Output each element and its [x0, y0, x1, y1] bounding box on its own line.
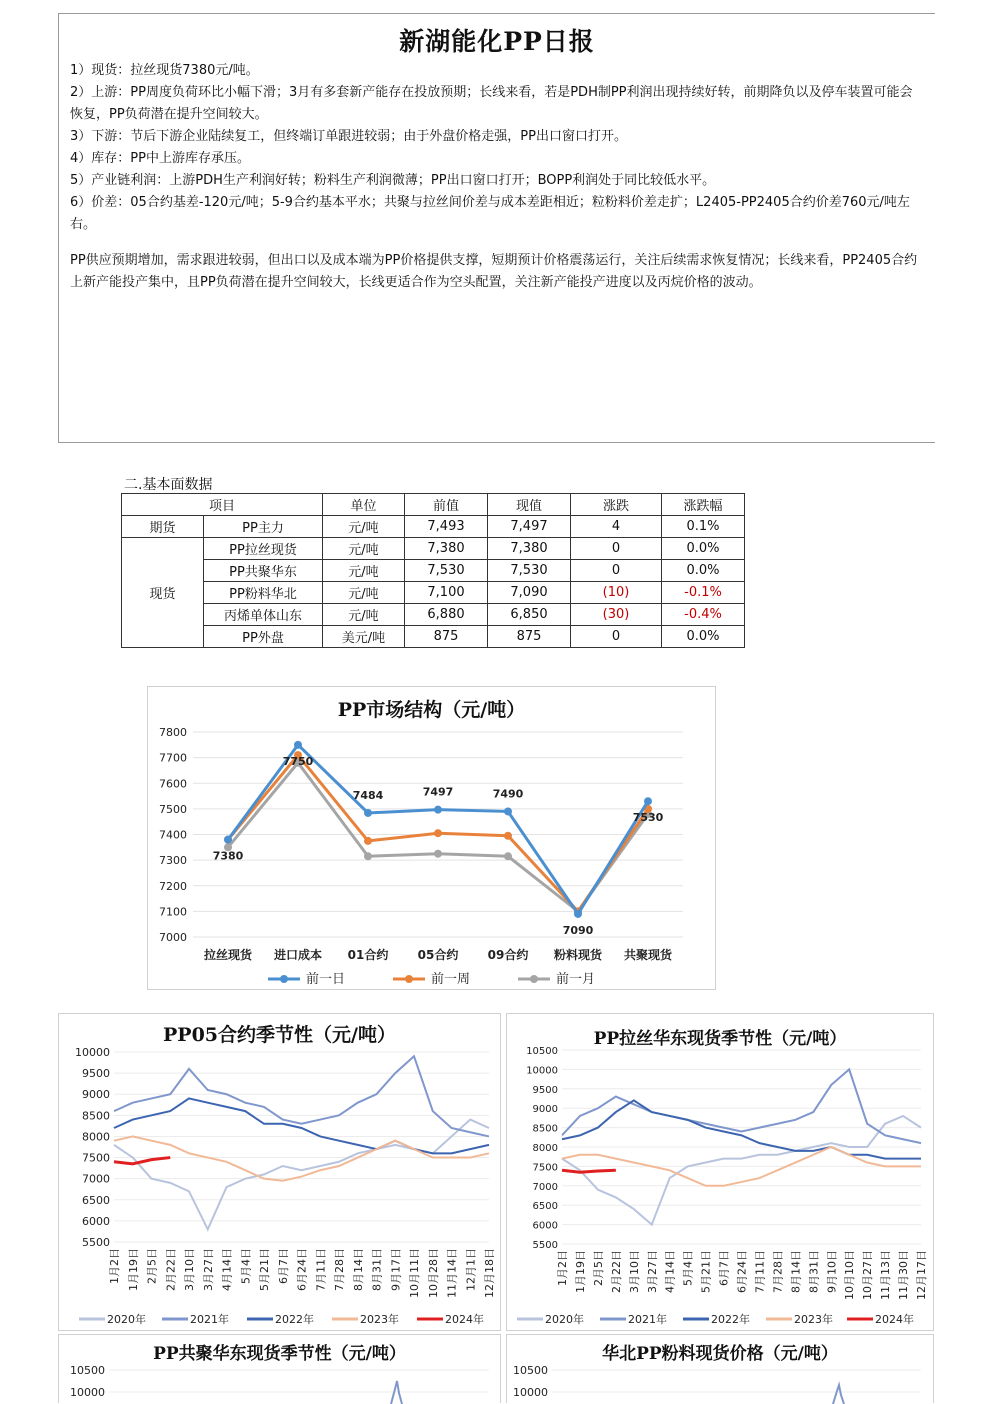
- x-tick-label: 11月13日: [879, 1250, 893, 1300]
- table-row: [122, 604, 745, 626]
- data-point: [434, 806, 442, 814]
- x-tick-label: 1月19日: [573, 1250, 587, 1293]
- unit-cell: 元/吨: [323, 538, 405, 560]
- prev-cell: 7,493: [405, 516, 488, 538]
- chart-title: PP05合约季节性（元/吨）: [163, 1024, 396, 1046]
- data-point: [364, 852, 372, 860]
- x-tick-label: 9月17日: [389, 1248, 403, 1291]
- daily-report-box: [58, 13, 935, 443]
- change-cell: 0: [571, 626, 662, 648]
- header-item: 项目: [122, 494, 323, 516]
- change-cell: 0: [571, 538, 662, 560]
- y-tick-label: 9500: [532, 1084, 558, 1096]
- x-tick-label: 6月7日: [276, 1248, 290, 1284]
- report-line: 1）现货：拉丝现货7380元/吨。: [70, 63, 259, 78]
- change-pct-cell: 0.1%: [662, 516, 745, 538]
- data-point: [434, 850, 442, 858]
- prev-cell: 7,100: [405, 582, 488, 604]
- curr-cell: 7,090: [488, 582, 571, 604]
- data-point: [224, 836, 232, 844]
- data-point: [294, 741, 302, 749]
- legend-label: 2022年: [275, 1313, 314, 1326]
- unit-cell: 元/吨: [323, 582, 405, 604]
- y-tick-label: 10000: [526, 1065, 558, 1077]
- section-title: 二.基本面数据: [124, 477, 213, 493]
- curr-cell: 7,497: [488, 516, 571, 538]
- legend-label: 前一周: [431, 972, 471, 987]
- y-tick-label: 6000: [82, 1214, 110, 1228]
- y-tick-label: 9500: [82, 1067, 110, 1081]
- x-tick-label: 5月4日: [681, 1250, 695, 1286]
- y-tick-label: 7800: [159, 726, 187, 739]
- x-tick-label: 5月21日: [699, 1250, 713, 1293]
- x-tick-label: 2月5日: [591, 1250, 605, 1286]
- x-tick-label: 8月31日: [370, 1248, 384, 1291]
- x-tick-label: 3月27日: [201, 1248, 215, 1291]
- header-curr: 现值: [488, 494, 571, 516]
- item-cell: PP外盘: [204, 626, 323, 648]
- header-change-pct: 涨跌幅: [662, 494, 745, 516]
- y-tick-label: 6000: [532, 1220, 558, 1232]
- y-tick-label: 7700: [159, 751, 187, 765]
- y-tick-label: 7500: [532, 1162, 558, 1174]
- x-tick-label: 3月10日: [627, 1250, 641, 1293]
- change-pct-cell: 0.0%: [662, 560, 745, 582]
- x-tick-label: 10月11日: [408, 1248, 421, 1298]
- x-tick-label: 4月14日: [220, 1248, 234, 1291]
- x-tick-label: 6月7日: [717, 1250, 731, 1286]
- change-pct-cell: 0.0%: [662, 538, 745, 560]
- x-tick-label: 粉料现货: [553, 948, 603, 962]
- y-tick-label: 8500: [82, 1109, 110, 1123]
- y-tick-label: 6500: [82, 1193, 110, 1207]
- market-structure-svg: [148, 687, 717, 991]
- legend-label: 2022年: [711, 1313, 750, 1326]
- raffia-seasonal-chart: [506, 1013, 934, 1331]
- x-tick-label: 1月19日: [126, 1248, 140, 1291]
- x-tick-label: 11月14日: [445, 1248, 459, 1298]
- x-tick-label: 01合约: [347, 948, 389, 962]
- y-tick-label: 10000: [70, 1386, 105, 1399]
- table-row: [122, 582, 745, 604]
- pp05-seasonal-svg: [59, 1014, 502, 1332]
- x-tick-label: 7月11日: [314, 1248, 328, 1291]
- chart-title: 华北PP粉料现货价格（元/吨）: [602, 1344, 838, 1364]
- y-tick-label: 6500: [532, 1201, 558, 1213]
- data-point: [434, 829, 442, 837]
- change-pct-cell: 0.0%: [662, 626, 745, 648]
- powder-price-chart: [506, 1334, 934, 1403]
- item-cell: 丙烯单体山东: [204, 604, 323, 626]
- table-header-row: [122, 494, 745, 516]
- x-tick-label: 3月10日: [183, 1248, 196, 1291]
- group-label: 期货: [122, 516, 204, 538]
- copolymer-seasonal-svg: [59, 1335, 502, 1404]
- series-line: [114, 1056, 489, 1136]
- table-row: [122, 516, 745, 538]
- prev-cell: 7,380: [405, 538, 488, 560]
- prev-cell: 6,880: [405, 604, 488, 626]
- data-point: [574, 910, 582, 918]
- series-line: [833, 1385, 844, 1404]
- y-tick-label: 10500: [526, 1046, 558, 1057]
- change-cell: 4: [571, 516, 662, 538]
- table-row: [122, 538, 745, 560]
- data-label: 7484: [352, 788, 384, 802]
- y-tick-label: 8500: [532, 1123, 558, 1135]
- raffia-seasonal-svg: [507, 1014, 935, 1332]
- y-tick-label: 7500: [82, 1151, 110, 1165]
- x-tick-label: 9月10日: [825, 1250, 839, 1293]
- legend-label: 2020年: [107, 1313, 146, 1326]
- x-tick-label: 10月28日: [426, 1248, 440, 1298]
- chart-title: PP拉丝华东现货季节性（元/吨）: [593, 1029, 847, 1049]
- unit-cell: 元/吨: [323, 516, 405, 538]
- data-point: [364, 809, 372, 817]
- y-tick-label: 7400: [159, 828, 187, 842]
- item-cell: PP主力: [204, 516, 323, 538]
- data-label: 7380: [212, 849, 244, 863]
- legend-label: 2024年: [445, 1313, 484, 1326]
- x-tick-label: 12月17日: [915, 1250, 928, 1300]
- change-cell: (30): [571, 604, 662, 626]
- change-pct-cell: -0.4%: [662, 604, 745, 626]
- x-tick-label: 09合约: [487, 948, 529, 962]
- x-tick-label: 10月10日: [843, 1250, 857, 1300]
- x-tick-label: 7月28日: [333, 1248, 346, 1291]
- legend-label: 前一日: [306, 972, 346, 987]
- y-tick-label: 8000: [532, 1143, 558, 1154]
- x-tick-label: 7月28日: [771, 1250, 785, 1293]
- data-point: [644, 797, 652, 805]
- y-tick-label: 10000: [513, 1386, 548, 1399]
- change-cell: 0: [571, 560, 662, 582]
- data-point: [504, 807, 512, 815]
- x-tick-label: 12月18日: [483, 1248, 496, 1298]
- unit-cell: 元/吨: [323, 604, 405, 626]
- y-tick-label: 8000: [82, 1130, 110, 1144]
- legend-label: 2023年: [360, 1313, 399, 1326]
- y-tick-label: 7200: [159, 879, 187, 893]
- x-tick-label: 8月14日: [351, 1248, 365, 1291]
- report-line: 5）产业链利润：上游PDH生产利润好转；粉料生产利润微薄；PP出口窗口打开；BOPP利润处于同比较低水平。: [70, 173, 716, 188]
- x-tick-label: 拉丝现货: [203, 948, 253, 962]
- legend-marker: [280, 975, 288, 983]
- series-line: [114, 1158, 170, 1164]
- chart-title: PP共聚华东现货季节性（元/吨）: [153, 1344, 406, 1364]
- y-tick-label: 7300: [159, 854, 187, 868]
- report-line: 2）上游：PP周度负荷环比小幅下滑；3月有多套新产能存在投放预期；长线来看，若是PDH制PP利润出现持续好转，前期降负以及停车装置可能会恢复，PP负荷潜在提升空间较大。: [70, 85, 913, 122]
- y-tick-label: 9000: [532, 1104, 558, 1116]
- legend-label: 2023年: [794, 1313, 833, 1326]
- x-tick-label: 共聚现货: [623, 948, 673, 962]
- change-pct-cell: -0.1%: [662, 582, 745, 604]
- x-tick-label: 11月30日: [897, 1250, 911, 1300]
- x-tick-label: 7月11日: [753, 1250, 767, 1293]
- legend-marker: [530, 975, 538, 983]
- x-tick-label: 05合约: [417, 948, 459, 962]
- legend-label: 2021年: [190, 1313, 229, 1326]
- prev-cell: 7,530: [405, 560, 488, 582]
- unit-cell: 美元/吨: [323, 626, 405, 648]
- header-prev: 前值: [405, 494, 488, 516]
- x-tick-label: 2月22日: [609, 1250, 623, 1293]
- y-tick-label: 5500: [532, 1240, 558, 1251]
- y-tick-label: 7600: [159, 777, 187, 791]
- change-cell: (10): [571, 582, 662, 604]
- table-row: [122, 560, 745, 582]
- item-cell: PP共聚华东: [204, 560, 323, 582]
- data-point: [504, 852, 512, 860]
- y-tick-label: 10500: [513, 1364, 548, 1377]
- x-tick-label: 5月4日: [239, 1248, 253, 1284]
- report-title: 新湖能化PP日报: [399, 27, 595, 56]
- series-line: [562, 1170, 616, 1172]
- x-tick-label: 6月24日: [295, 1248, 309, 1291]
- curr-cell: 7,380: [488, 538, 571, 560]
- data-label: 7090: [562, 923, 594, 937]
- group-label: 现货: [122, 538, 204, 648]
- y-tick-label: 7100: [159, 905, 187, 919]
- y-tick-label: 7000: [82, 1172, 110, 1186]
- data-label: 7497: [422, 785, 454, 799]
- x-tick-label: 5月21日: [258, 1248, 271, 1291]
- x-tick-label: 1月2日: [556, 1250, 569, 1286]
- y-tick-label: 9000: [82, 1088, 110, 1102]
- x-tick-label: 12月1日: [464, 1248, 478, 1291]
- x-tick-label: 6月24日: [735, 1250, 749, 1293]
- y-tick-label: 7000: [532, 1181, 558, 1193]
- x-tick-label: 进口成本: [273, 948, 323, 962]
- y-tick-label: 5500: [82, 1236, 110, 1249]
- x-tick-label: 1月2日: [108, 1248, 121, 1284]
- report-line: 4）库存：PP中上游库存承压。: [70, 151, 250, 166]
- legend-marker: [405, 975, 413, 983]
- chart-title: PP市场结构（元/吨）: [337, 699, 526, 721]
- report-line: 6）价差：05合约基差-120元/吨；5-9合约基本平水；共聚与拉丝间价差与成本差距相近；粒粉料价差走扩；L2405-PP2405合约价差760元/吨左右。: [70, 195, 910, 232]
- header-change: 涨跌: [571, 494, 662, 516]
- y-tick-label: 10500: [70, 1364, 105, 1377]
- fundamentals-table: [121, 493, 745, 648]
- legend-label: 2021年: [628, 1313, 667, 1326]
- prev-cell: 875: [405, 626, 488, 648]
- series-line: [562, 1069, 921, 1143]
- copolymer-seasonal-chart: [58, 1334, 501, 1403]
- curr-cell: 875: [488, 626, 571, 648]
- data-point: [364, 837, 372, 845]
- table-row: [122, 626, 745, 648]
- curr-cell: 6,850: [488, 604, 571, 626]
- item-cell: PP拉丝现货: [204, 538, 323, 560]
- y-tick-label: 10000: [75, 1046, 110, 1059]
- x-tick-label: 8月14日: [789, 1250, 803, 1293]
- legend-label: 2024年: [875, 1313, 914, 1326]
- x-tick-label: 2月5日: [145, 1248, 159, 1284]
- legend-label: 2020年: [545, 1313, 584, 1326]
- pp05-seasonal-chart: [58, 1013, 501, 1331]
- unit-cell: 元/吨: [323, 560, 405, 582]
- legend-label: 前一月: [556, 972, 596, 987]
- y-tick-label: 7500: [159, 802, 187, 816]
- data-label: 7490: [492, 787, 524, 801]
- powder-price-svg: [507, 1335, 935, 1404]
- series-line: [562, 1100, 921, 1158]
- curr-cell: 7,530: [488, 560, 571, 582]
- x-tick-label: 2月22日: [164, 1248, 178, 1291]
- data-label: 7530: [632, 811, 664, 825]
- x-tick-label: 10月27日: [861, 1250, 875, 1300]
- x-tick-label: 4月14日: [663, 1250, 677, 1293]
- y-tick-label: 7000: [159, 931, 187, 944]
- report-lines: [70, 60, 925, 236]
- market-structure-chart: [147, 686, 716, 990]
- x-tick-label: 8月31日: [807, 1250, 821, 1293]
- item-cell: PP粉料华北: [204, 582, 323, 604]
- data-label: 7750: [282, 754, 314, 768]
- header-unit: 单位: [323, 494, 405, 516]
- report-line: 3）下游：节后下游企业陆续复工，但终端订单跟进较弱；由于外盘价格走强，PP出口窗口打开。: [70, 129, 627, 144]
- data-point: [504, 832, 512, 840]
- x-tick-label: 3月27日: [645, 1250, 659, 1293]
- report-summary: PP供应预期增加，需求跟进较弱，但出口以及成本端为PP价格提供支撑，短期预计价格震荡运行，关注后续需求恢复情况；长线来看，PP2405合约上新产能投产集中，且PP负荷潜在提升空间较大，长线更适合作为空头配置，关注新产能投产进度以及丙烷价格的波动。: [70, 253, 918, 290]
